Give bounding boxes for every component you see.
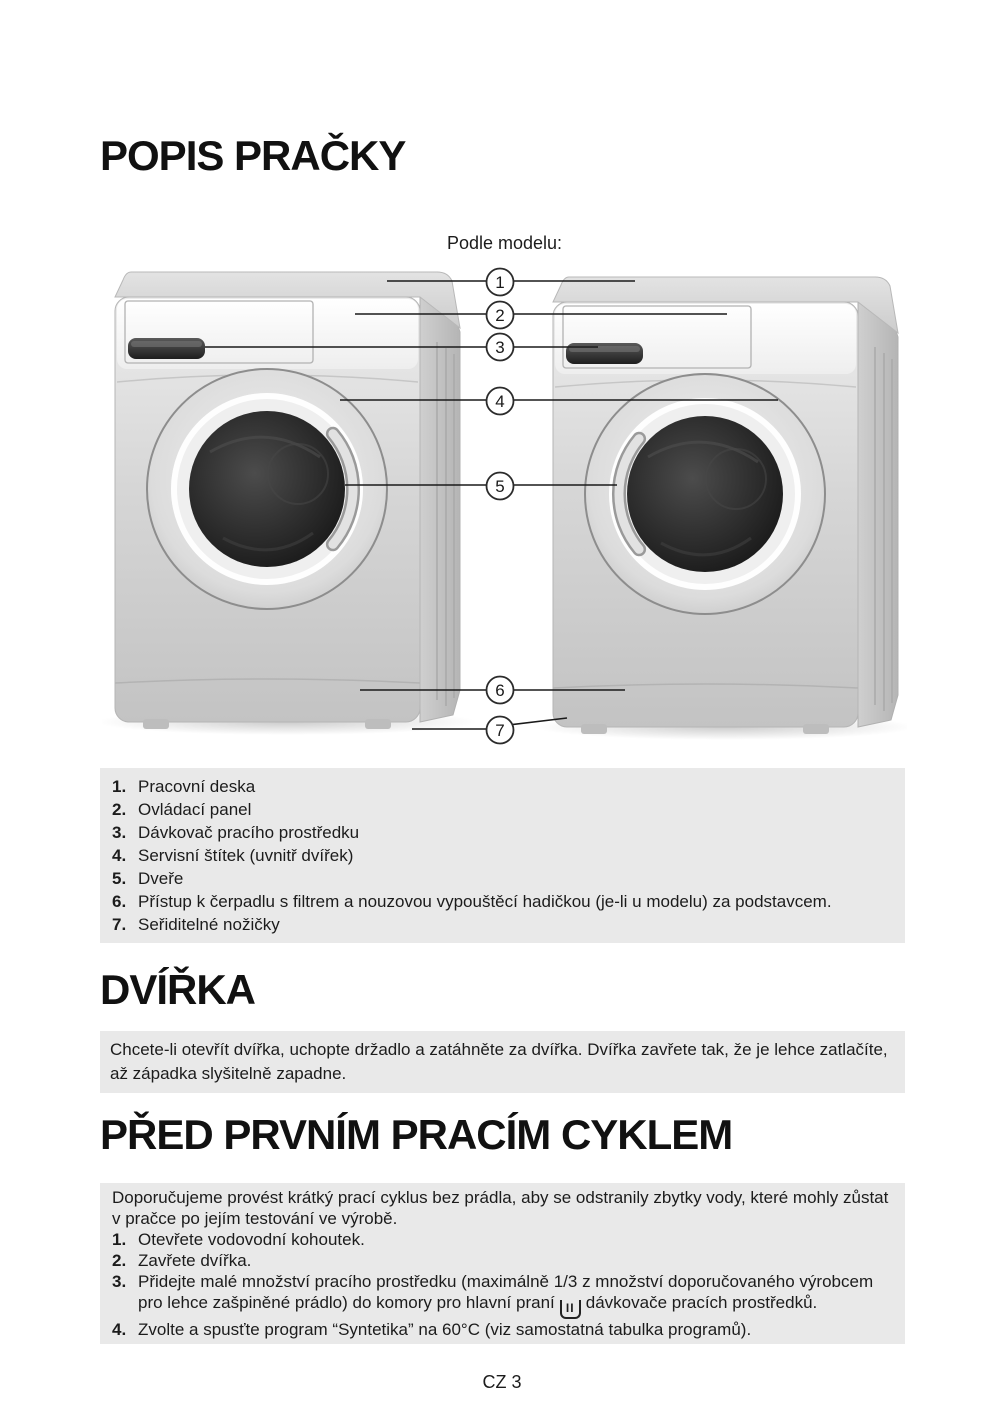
step-item <box>112 1250 893 1271</box>
list-item <box>112 913 893 936</box>
callout-marker-5 <box>487 473 514 500</box>
step-number: 2. <box>112 1251 127 1270</box>
list-item <box>112 844 893 867</box>
item-text: Dávkovač pracího prostředku <box>138 823 360 842</box>
callout-number: 5 <box>495 477 505 496</box>
item-text: Pracovní deska <box>138 777 256 796</box>
washing-machine-left-illustration <box>102 272 477 735</box>
item-number: 5. <box>112 869 127 888</box>
main-wash-compartment-icon: II <box>560 1300 581 1319</box>
step-item <box>112 1319 893 1340</box>
step-item <box>112 1271 893 1319</box>
item-text: Seřiditelné nožičky <box>138 915 280 934</box>
step-text-after: dávkovače pracích prostředků. <box>585 1293 818 1312</box>
callout-marker-4 <box>487 388 514 415</box>
first-cycle-instructions <box>100 1183 905 1344</box>
callout-number: 7 <box>495 721 505 740</box>
item-number: 7. <box>112 915 127 934</box>
callout-marker-6 <box>487 677 514 704</box>
callout-number: 1 <box>495 273 505 292</box>
step-text: Zavřete dvířka. <box>138 1251 252 1270</box>
section-title-first-cycle: PŘED PRVNÍM PRACÍM CYKLEM <box>100 1111 733 1158</box>
item-number: 3. <box>112 823 127 842</box>
item-text: Servisní štítek (uvnitř dvířek) <box>138 846 354 865</box>
item-number: 2. <box>112 800 127 819</box>
step-text: Otevřete vodovodní kohoutek. <box>138 1230 365 1249</box>
list-item <box>112 775 893 798</box>
section-title-door: DVÍŘKA <box>100 966 256 1013</box>
callout-marker-2 <box>487 302 514 329</box>
door-instructions-text: Chcete-li otevřít dvířka, uchopte držadlo a zatáhněte za dvířka. Dvířka zavřete tak, že je lehce zatlačíte, až západka slyšitelně zapadne. <box>110 1040 888 1083</box>
step-number: 3. <box>112 1272 127 1291</box>
callout-number: 2 <box>495 306 505 325</box>
step-number: 4. <box>112 1320 127 1339</box>
step-text <box>138 1271 893 1319</box>
step-number: 1. <box>112 1230 127 1249</box>
page-footer: CZ 3 <box>482 1372 522 1392</box>
door-instructions <box>100 1031 905 1093</box>
callout-marker-1 <box>487 269 514 296</box>
list-item <box>112 821 893 844</box>
list-item <box>112 890 893 913</box>
list-item <box>112 798 893 821</box>
callout-number: 3 <box>495 338 505 357</box>
callout-marker-7 <box>487 717 514 744</box>
step-text-before: Přidejte malé množství pracího prostředku (maximálně 1/3 z množství doporučovaného výrobcem pro lehce zašpiněné prádlo) do komory pro hlavní praní <box>138 1272 874 1312</box>
page-title: POPIS PRAČKY <box>100 132 406 179</box>
item-text: Dveře <box>138 869 184 888</box>
intro-text: Doporučujeme provést krátký prací cyklus bez prádla, aby se odstranily zbytky vody, které mohly zůstat v pračce po jejím testování ve výrobě. <box>112 1188 889 1228</box>
washing-machine-figure <box>102 256 907 761</box>
step-item <box>112 1229 893 1250</box>
figure-caption: Podle modelu: <box>446 233 563 253</box>
item-text: Ovládací panel <box>138 800 252 819</box>
item-number: 6. <box>112 892 127 911</box>
step-text: Zvolte a spusťte program “Syntetika” na 60°C (viz samostatná tabulka programů). <box>138 1320 752 1339</box>
list-item <box>112 867 893 890</box>
parts-list <box>100 768 905 943</box>
callout-marker-3 <box>487 334 514 361</box>
callout-number: 6 <box>495 681 505 700</box>
item-number: 1. <box>112 777 127 796</box>
item-number: 4. <box>112 846 127 865</box>
item-text: Přístup k čerpadlu s filtrem a nouzovou vypouštěcí hadičkou (je-li u modelu) za podstavcem. <box>138 892 832 911</box>
callout-number: 4 <box>495 392 505 411</box>
